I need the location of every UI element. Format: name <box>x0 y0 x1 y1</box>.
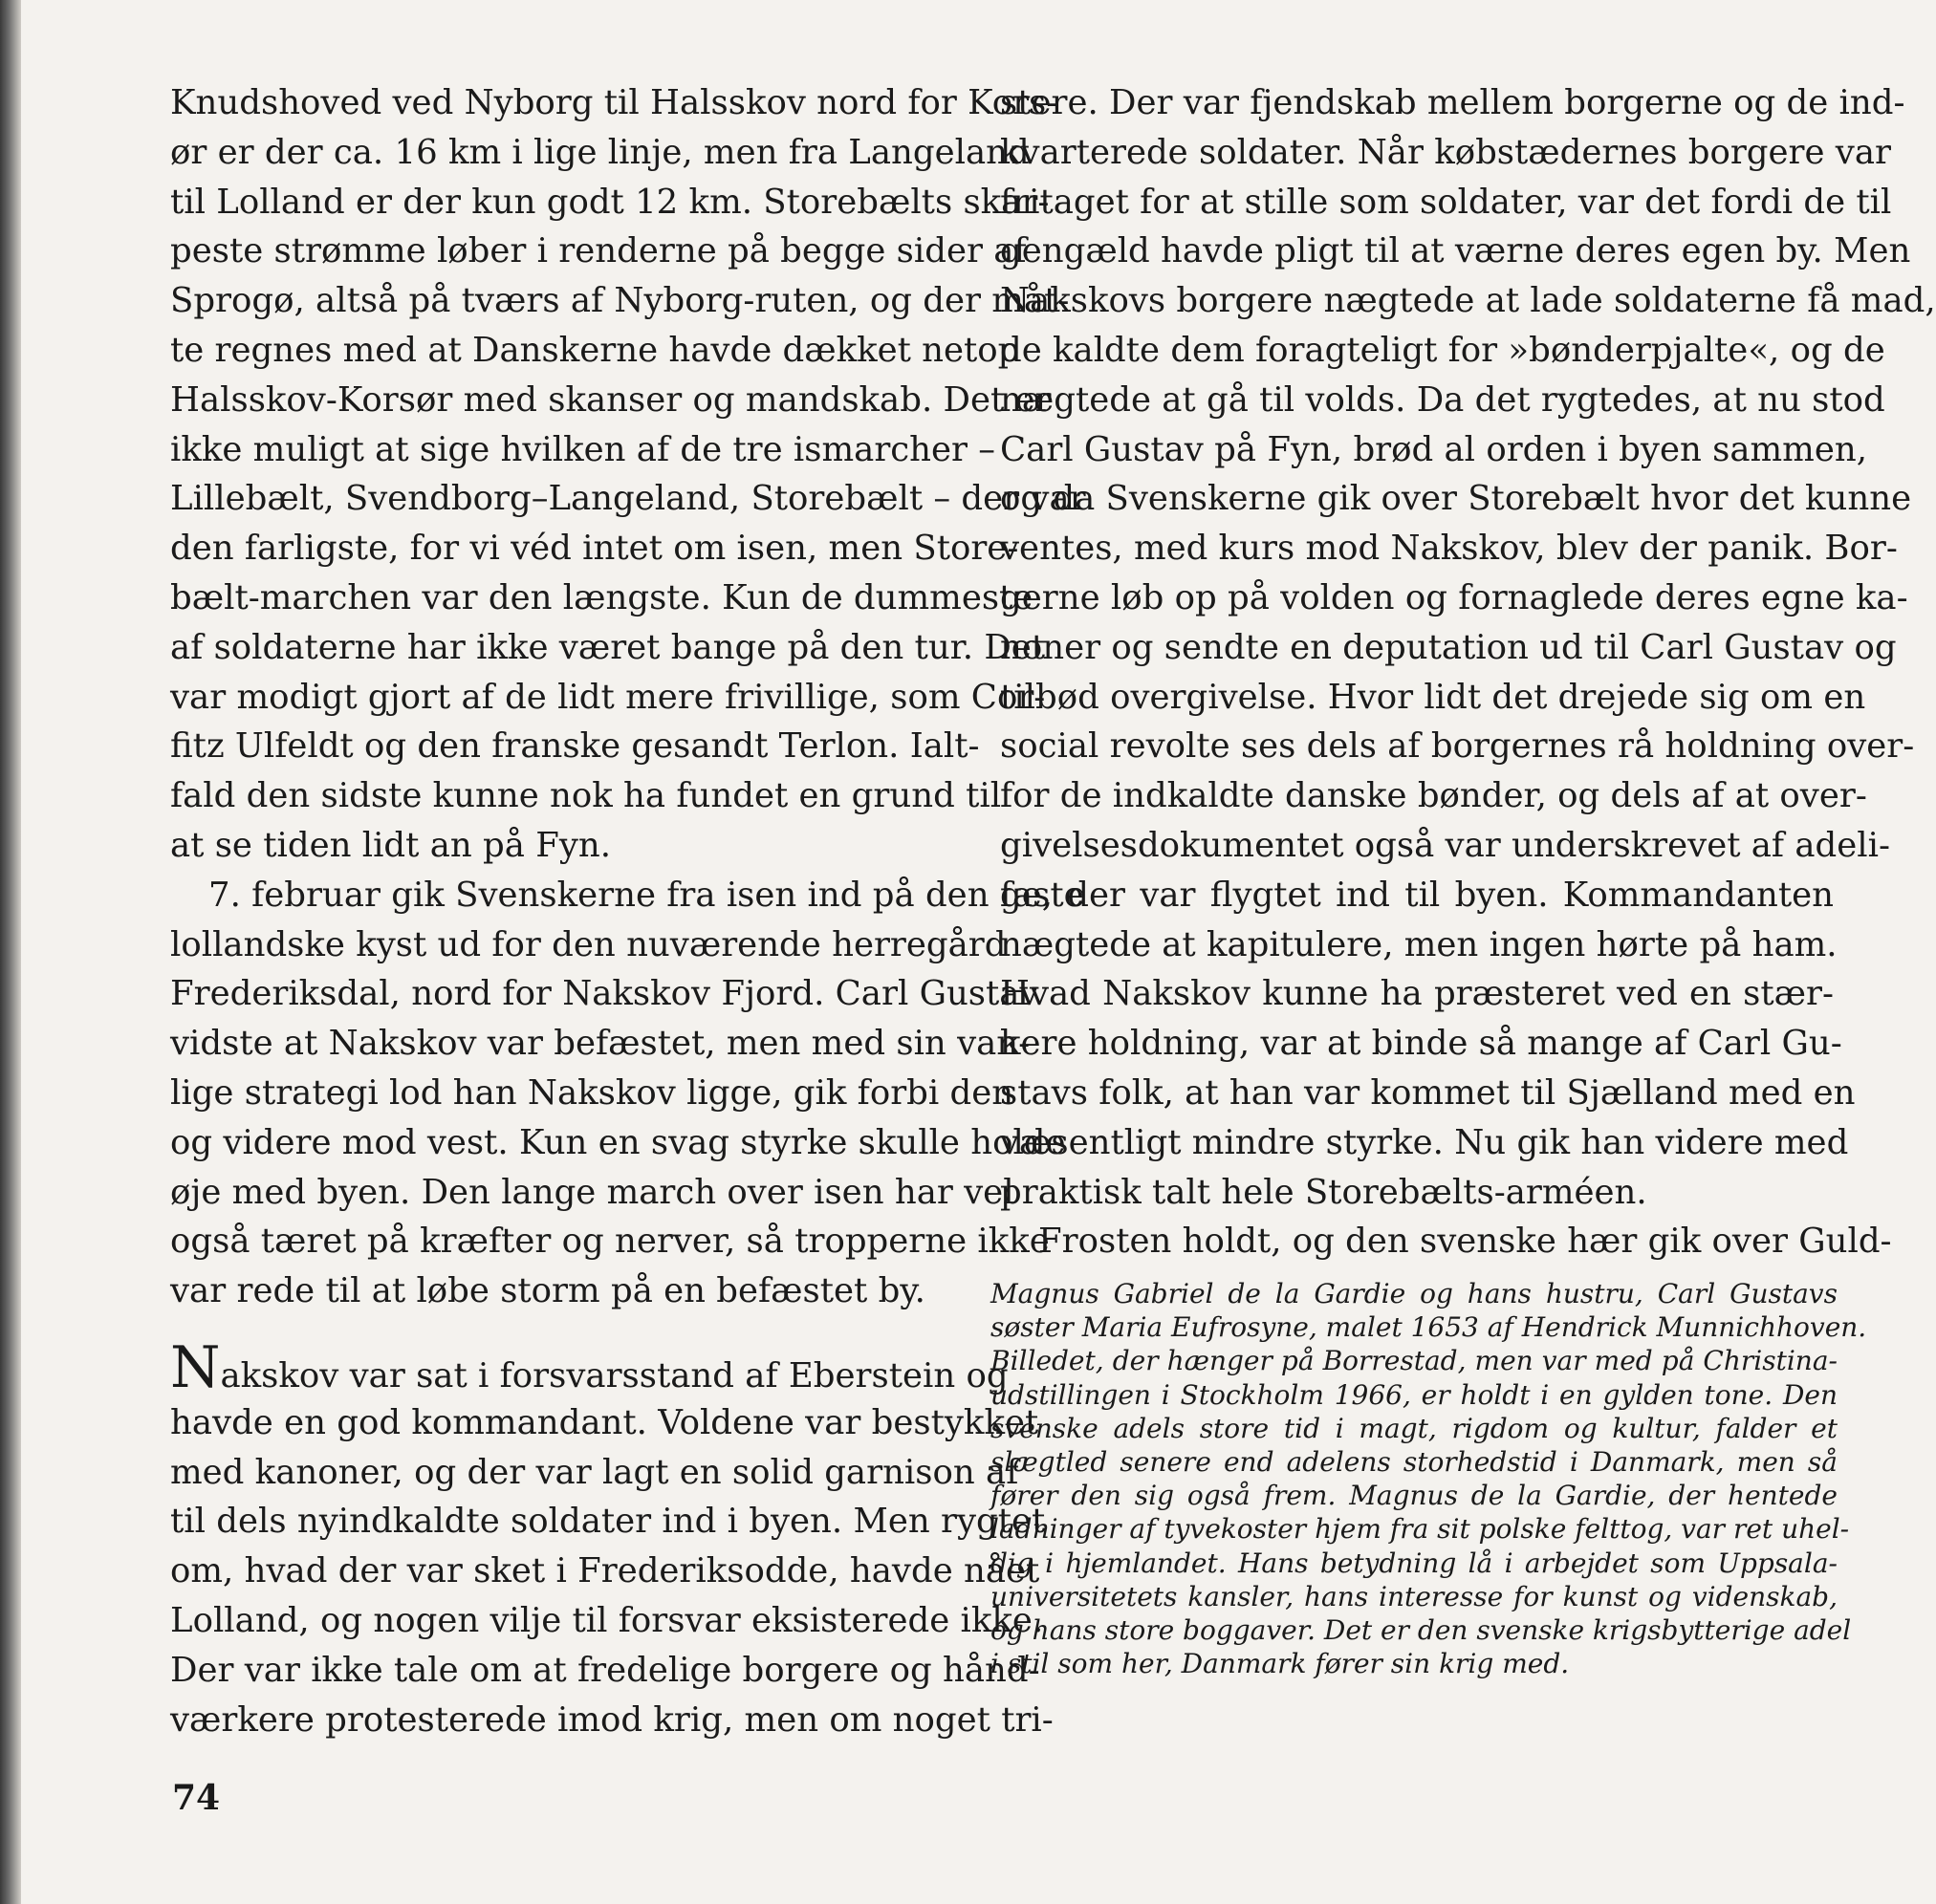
caption-line: i stil som her, Danmark fører sin krig med. <box>990 1648 1570 1680</box>
text-line: havde en god kommandant. Voldene var bestykket <box>170 1402 1039 1442</box>
text-line: praktisk talt hele Storebælts-arméen. <box>1000 1172 1647 1212</box>
text-line: Lolland, og nogen vilje til forsvar eksisterede ikke. <box>170 1600 1044 1640</box>
caption-line: udstillingen i Stockholm 1966, er holdt i en gylden tone. Den <box>990 1378 1838 1411</box>
text-line: den farligste, for vi véd intet om isen, men Store- <box>170 529 1019 569</box>
text-line: te regnes med at Danskerne havde dækket netop <box>170 330 1020 370</box>
caption-line: slægtled senere end adelens storhedstid i Danmark, men så <box>990 1445 1838 1478</box>
text-line: Carl Gustav på Fyn, brød al orden i byen sammen, <box>1000 429 1867 469</box>
text-fragment: akskov var sat i forsvarsstand af Eberstein og <box>220 1355 1009 1396</box>
text-line: Knudshoved ved Nyborg til Halsskov nord for Kors- <box>170 83 1058 122</box>
text-line: fitz Ulfeldt og den franske gesandt Terlon. Ialt- <box>170 726 980 767</box>
paragraph-4 <box>1000 78 1936 1217</box>
text-line: Hvad Nakskov kunne ha præsteret ved en stær- <box>1000 974 1834 1014</box>
text-line: til Lolland er der kun godt 12 km. Storebælts skar- <box>170 182 1050 222</box>
text-line: af soldaterne har ikke været bange på den tur. Det <box>170 627 1046 667</box>
book-spine-shadow <box>0 0 21 1904</box>
text-line: de kaldte dem foragteligt for »bønderpjalte«, og de <box>1000 330 1885 370</box>
left-column <box>170 78 1086 1744</box>
text-line: Der var ikke tale om at fredelige borgere og hånd- <box>170 1650 1040 1690</box>
text-line-with-dropcap <box>170 1333 1009 1401</box>
text-line: stere. Der var fjendskab mellem borgerne og de ind- <box>1000 83 1905 122</box>
image-caption <box>990 1277 1867 1680</box>
text-line: Frosten holdt, og den svenske hær gik over Guld- <box>1038 1222 1892 1262</box>
text-line: peste strømme løber i renderne på begge sider af <box>170 231 1027 271</box>
text-line: væsentligt mindre styrke. Nu gik han videre med <box>1000 1122 1849 1162</box>
paragraph-1 <box>170 78 1086 871</box>
caption-line: svenske adels store tid i magt, rigdom og kultur, falder et <box>990 1412 1838 1444</box>
text-line: gerne løb op på volden og fornaglede deres egne ka- <box>1000 577 1908 617</box>
paragraph-5 <box>1000 1217 1892 1266</box>
text-line: gengæld havde pligt til at værne deres egen by. Men <box>1000 231 1911 271</box>
right-column <box>1000 78 1936 1266</box>
text-line: Nakskovs borgere nægtede at lade soldaterne få mad, <box>1000 281 1936 321</box>
text-line: ventes, med kurs mod Nakskov, blev der panik. Bor- <box>1000 529 1898 569</box>
text-line: bælt-marchen var den længste. Kun de dummeste <box>170 577 1033 617</box>
text-line: Sprogø, altså på tværs af Nyborg-ruten, og der måt- <box>170 281 1070 321</box>
text-line: også tæret på kræfter og nerver, så tropperne ikke <box>170 1222 1050 1262</box>
text-line: Lillebælt, Svendborg–Langeland, Storebælt – der var <box>170 479 1086 519</box>
text-line: stavs folk, at han var kommet til Sjælland med en <box>1000 1072 1856 1113</box>
paragraph-3 <box>170 1333 1054 1744</box>
text-line: med kanoner, og der var lagt en solid garnison af <box>170 1452 1019 1492</box>
text-line: at se tiden lidt an på Fyn. <box>170 825 612 865</box>
text-line: øje med byen. Den lange march over isen har vel <box>170 1172 1014 1212</box>
text-line: var modigt gjort af de lidt mere frivillige, som Cor- <box>170 677 1046 717</box>
text-line: nægtede at gå til volds. Da det rygtedes, at nu stod <box>1000 379 1885 420</box>
text-line: social revolte ses dels af borgernes rå holdning over- <box>1000 726 1915 767</box>
text-line: værkere protesterede imod krig, men om noget tri- <box>170 1699 1054 1740</box>
text-line: vidste at Nakskov var befæstet, men med sin van- <box>170 1024 1031 1064</box>
text-line: kvarterede soldater. Når købstædernes borgere var <box>1000 132 1891 172</box>
text-line: ikke muligt at sige hvilken af de tre ismarcher – <box>170 429 996 469</box>
text-line: Halsskov-Korsør med skanser og mandskab. Det er <box>170 379 1052 420</box>
text-line: og videre mod vest. Kun en svag styrke skulle holde <box>170 1122 1066 1162</box>
text-line: Frederiksdal, nord for Nakskov Fjord. Carl Gustav <box>170 974 1039 1014</box>
text-line: fritaget for at stille som soldater, var det fordi de til <box>1000 182 1892 222</box>
section-gap <box>170 1316 967 1349</box>
caption-line: ladninger af tyvekoster hjem fra sit polske felttog, var ret uhel- <box>990 1513 1850 1546</box>
page-number: 74 <box>172 1778 221 1818</box>
text-line: noner og sendte en deputation ud til Carl Gustav og <box>1000 627 1897 667</box>
text-line: var rede til at løbe storm på en befæstet by. <box>170 1271 925 1311</box>
text-line: tilbød overgivelse. Hvor lidt det drejede sig om en <box>1000 677 1866 717</box>
text-line: og da Svenskerne gik over Storebælt hvor det kunne <box>1000 479 1912 519</box>
caption-line: og hans store boggaver. Det er den svenske krigsbytterige adel <box>990 1613 1852 1646</box>
text-line: fald den sidste kunne nok ha fundet en grund til <box>170 776 1002 816</box>
text-line: om, hvad der var sket i Frederiksodde, havde nået <box>170 1551 1040 1591</box>
text-line: kere holdning, var at binde så mange af Carl Gu- <box>1000 1024 1842 1064</box>
paragraph-2 <box>170 871 1084 1316</box>
caption-line: Magnus Gabriel de la Gardie og hans hustru, Carl Gustavs <box>990 1278 1838 1309</box>
drop-cap: N <box>170 1333 221 1401</box>
text-line: lollandske kyst ud for den nuværende herregård <box>170 924 1007 964</box>
text-line: lige strategi lod han Nakskov ligge, gik forbi den <box>170 1072 1014 1113</box>
text-line: ør er der ca. 16 km i lige linje, men fra Langeland <box>170 132 1030 172</box>
caption-line: universitetets kansler, hans interesse for kunst og videnskab, <box>990 1580 1838 1612</box>
text-line: for de indkaldte danske bønder, og dels af at over- <box>1000 776 1867 816</box>
text-line: 7. februar gik Svenskerne fra isen ind på den faste <box>208 875 1084 915</box>
caption-line: Billedet, der hænger på Borrestad, men var med på Christina- <box>990 1345 1838 1377</box>
caption-line: søster Maria Eufrosyne, malet 1653 af Hendrick Munnichhoven. <box>990 1311 1867 1344</box>
text-line: ge, der var flygtet ind til byen. Kommandanten <box>1000 875 1834 915</box>
text-line: givelsesdokumentet også var underskrevet af adeli- <box>1000 825 1890 865</box>
text-line: nægtede at kapitulere, men ingen hørte på ham. <box>1000 924 1838 964</box>
caption-line: dig i hjemlandet. Hans betydning lå i arbejdet som Uppsala- <box>990 1547 1838 1579</box>
caption-line: fører den sig også frem. Magnus de la Gardie, der hentede <box>990 1480 1838 1512</box>
text-line: til dels nyindkaldte soldater ind i byen. Men rygtet <box>170 1502 1046 1542</box>
